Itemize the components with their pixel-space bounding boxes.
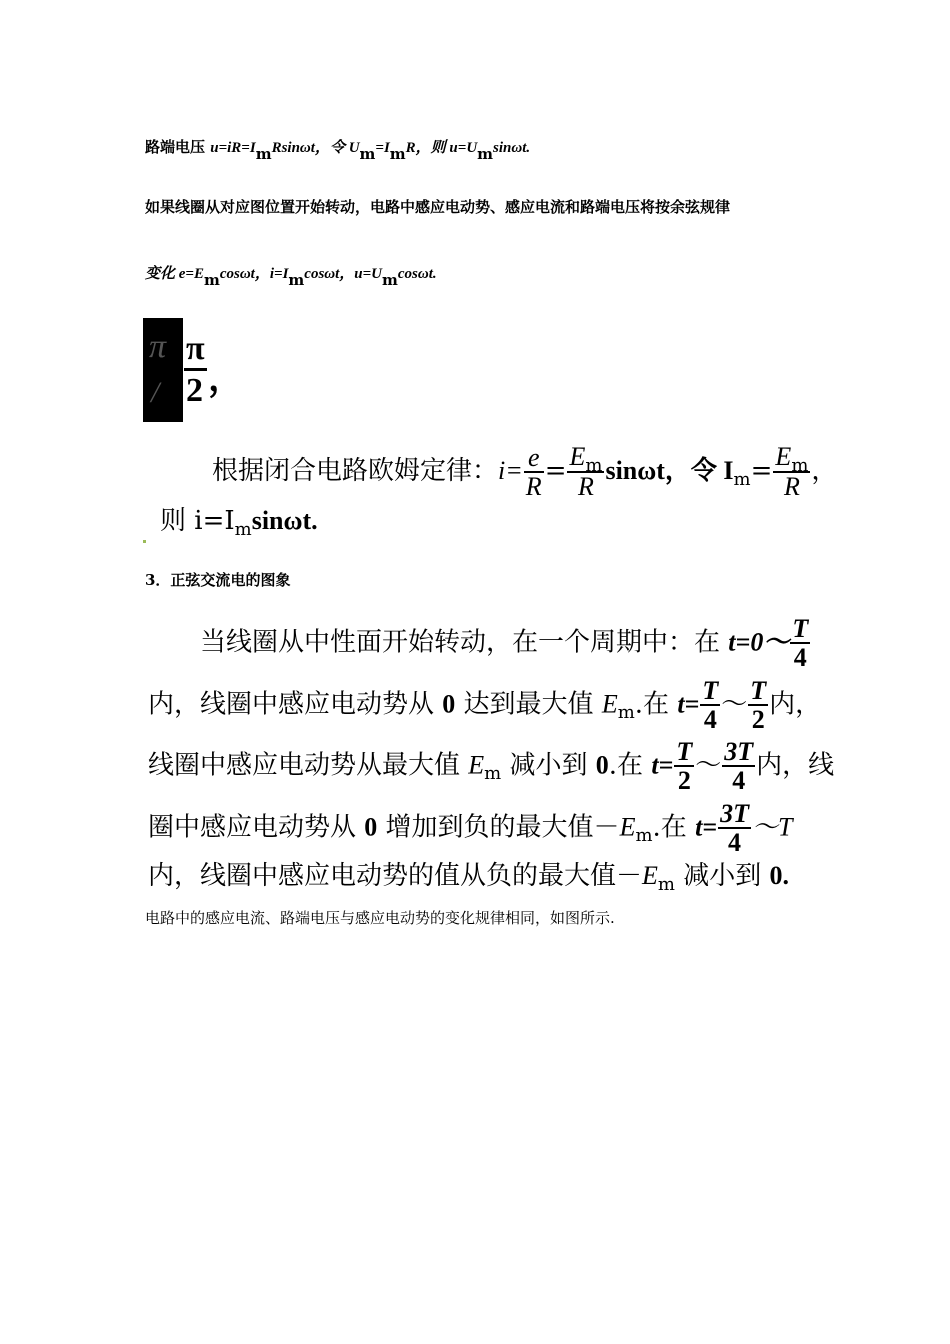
subscript-m: m (657, 874, 675, 895)
voltage-prefix: 路端电压 (145, 138, 206, 156)
fraction-t-over-2 (748, 677, 768, 734)
fraction-numerator (567, 442, 604, 476)
formula-part: =I (375, 140, 390, 156)
paragraph-line-3 (148, 738, 834, 795)
ohm-law-result-line (160, 500, 318, 540)
formula-part: t= (651, 750, 674, 780)
fraction-numerator: π (184, 330, 207, 371)
subscript-m: m (234, 519, 252, 540)
formula-part: sinωt. (251, 506, 318, 535)
zero: 0 (364, 812, 378, 842)
fraction-denominator: R (578, 472, 594, 502)
formula-part: t= (677, 689, 700, 719)
paragraph-text: 达到最大值 (463, 689, 594, 720)
scanned-image-fragment: π / (143, 318, 183, 422)
formula-part: sinωt. (493, 140, 531, 156)
subscript-m: m (733, 468, 751, 490)
paragraph-text: 内，线圈中感应电动势的值从负的最大值－ (148, 861, 643, 891)
subscript-m: m (477, 145, 494, 163)
summary-line: 电路中的感应电流、路端电压与感应电动势的变化规律相同，如图所示. (145, 909, 615, 927)
fraction-numerator: 3T (720, 799, 749, 828)
paragraph-text: 增加到负的最大值－ (385, 812, 620, 843)
subscript-m: m (255, 145, 272, 163)
paragraph-text: 减小到 (509, 750, 588, 781)
em-symbol: E (601, 689, 618, 719)
tilde: ～ (695, 750, 722, 781)
em-symbol: E (569, 442, 586, 471)
formula-part: R，则 u=U (405, 140, 478, 156)
fraction-denominator: R (783, 472, 800, 502)
fraction-numerator: T (750, 676, 767, 705)
subscript-m: m (288, 271, 305, 289)
formula-part: 变化 e=E (145, 266, 204, 282)
paragraph-line-4 (148, 800, 792, 857)
fraction-denominator: 2 (186, 372, 203, 409)
fraction-e-over-r (524, 444, 544, 501)
subscript-m: m (635, 825, 653, 847)
fraction-numerator: T (676, 737, 693, 766)
fraction-t-over-4 (700, 677, 720, 734)
section-heading: 3．正弦交流电的图象 (145, 571, 291, 589)
subscript-m: m (585, 455, 603, 476)
ohm-law-line (212, 443, 837, 501)
fraction-numerator: T (792, 614, 809, 643)
paragraph-line-2 (148, 677, 821, 734)
em-symbol: E (775, 442, 792, 471)
fraction-denominator: 4 (728, 828, 742, 858)
cosine-formula-line (145, 262, 437, 289)
voltage-formula-line (145, 136, 531, 163)
subscript-m: m (389, 145, 406, 163)
paragraph-text: 内，线 (756, 750, 835, 781)
fraction-denominator: R (525, 471, 542, 501)
paragraph-line-5 (148, 855, 790, 895)
zero: 0 (595, 750, 609, 780)
zero: 0. (769, 861, 790, 890)
formula-part: cosωt，u=U (304, 266, 383, 282)
fraction-numerator: T (702, 676, 719, 705)
subscript-m: m (484, 763, 502, 785)
fraction-numerator (773, 442, 810, 476)
fraction-denominator: 4 (793, 643, 807, 673)
ohm-law-text: 根据闭合电路欧姆定律： (212, 455, 499, 486)
cosine-intro-line: 如果线圈从对应图位置开始转动，电路中感应电动势、感应电流和路端电压将按余弦规律 (145, 198, 731, 216)
paragraph-text: 当线圈从中性面开始转动，在一个周期中：在 (200, 627, 721, 658)
paragraph-text: 减小到 (683, 861, 762, 891)
subscript-m: m (617, 702, 635, 724)
em-symbol: E (619, 812, 636, 842)
paragraph-text: .在 (652, 812, 687, 843)
fraction-denominator: 4 (703, 705, 717, 735)
formula-part: t=0～ (728, 627, 790, 657)
formula-part: ～T (752, 812, 793, 842)
subscript-m: m (359, 145, 376, 163)
fraction-em-over-r (567, 443, 604, 501)
stray-mark (143, 540, 146, 543)
formula-part: cosωt，i=I (219, 266, 289, 282)
comma: ， (811, 455, 838, 486)
em-symbol: E (468, 750, 485, 780)
subscript-m: m (203, 271, 220, 289)
fraction-denominator: 4 (732, 766, 746, 796)
formula-part: t= (695, 812, 718, 842)
subscript-m: m (791, 455, 809, 476)
fraction-t-over-4 (790, 615, 810, 672)
paragraph-text: .在 (608, 750, 644, 781)
fraction-denominator: 2 (751, 705, 765, 735)
em-symbol: E (642, 861, 658, 890)
formula-part: sinωt，令 I (605, 455, 734, 485)
paragraph-text: 内，线圈中感应电动势从 (148, 689, 435, 720)
paragraph-text: 圈中感应电动势从 (148, 812, 357, 843)
formula-part: Rsinωt，令 U (271, 140, 360, 156)
formula-part: cosωt. (397, 266, 437, 282)
equals: = (750, 455, 773, 486)
fraction-3t-over-4 (718, 800, 751, 857)
fraction-t-over-2 (674, 738, 694, 795)
paragraph-text: 线圈中感应电动势从最大值 (148, 750, 461, 781)
formula-part: 则 i=I (160, 506, 235, 536)
formula-part: u=iR=I (210, 140, 256, 156)
paragraph-text: .在 (634, 689, 670, 720)
paragraph-line-1 (200, 615, 811, 672)
fraction-numerator: 3T (724, 737, 754, 766)
fraction-numerator: e (524, 444, 544, 473)
comma: ， (208, 358, 245, 398)
paragraph-text: 内， (769, 689, 822, 720)
equals: = (544, 455, 567, 486)
fraction-3t-over-4 (722, 738, 755, 795)
pi-over-two-fraction (184, 330, 207, 411)
formula-part: i= (498, 455, 523, 485)
fraction-denominator: 2 (677, 766, 691, 796)
fraction-em-over-r (773, 443, 810, 501)
zero: 0 (442, 689, 456, 719)
subscript-m: m (382, 271, 398, 289)
tilde: ～ (721, 689, 748, 720)
